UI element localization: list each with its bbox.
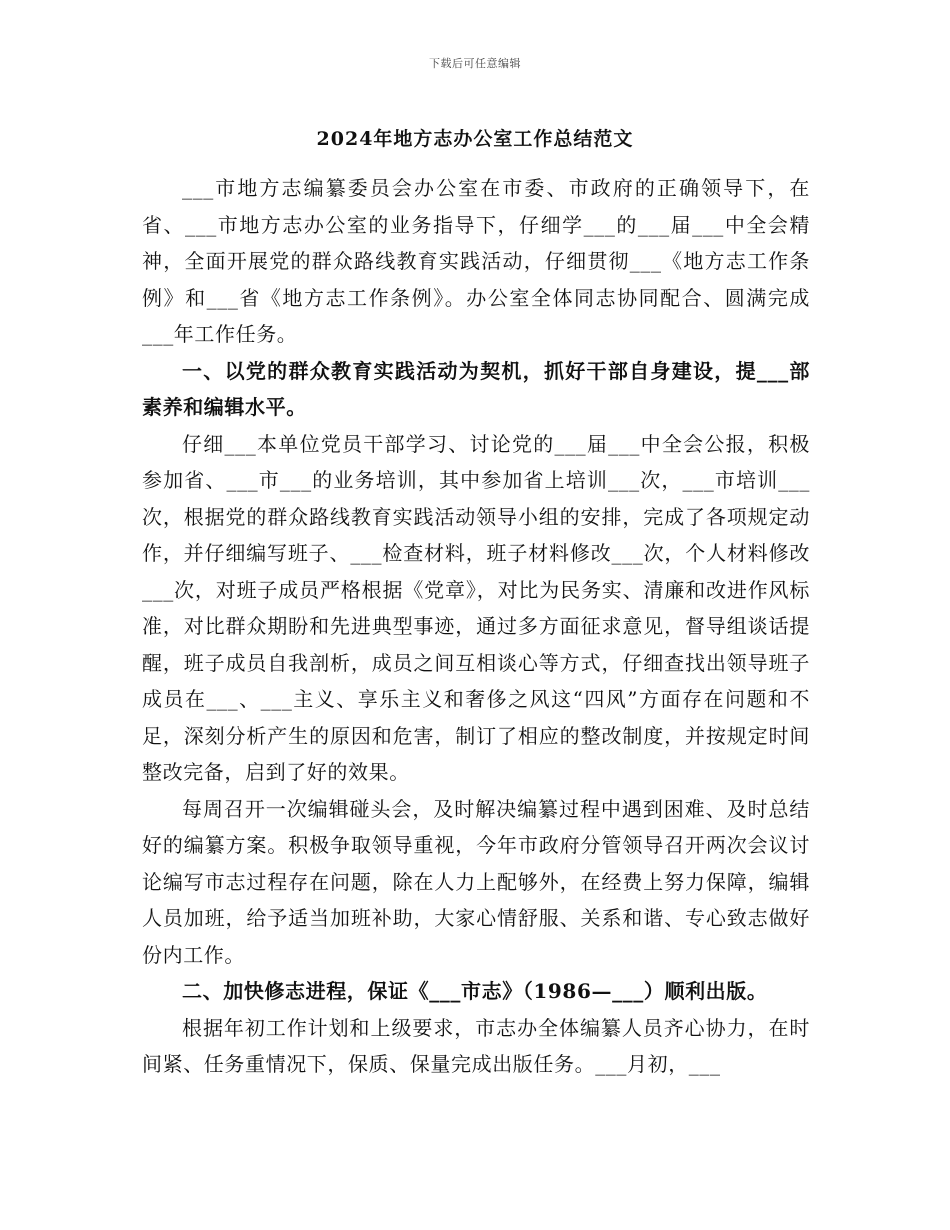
document-body — [142, 170, 810, 1083]
section-heading: 一、以党的群众教育实践活动为契机，抓好干部自身建设，提___部素养和编辑水平。 — [142, 358, 810, 419]
section-heading: 二、加快修志进程，保证《___市志》（1986—___）顺利出版。 — [182, 979, 768, 1003]
body-paragraph: 每周召开一次编辑碰头会，及时解决编纂过程中遇到困难、及时总结好的编纂方案。积极争取领导重视，今年市政府分管领导召开两次会议讨论编写市志过程存在问题，除在人力上配够外，在经费上努力保障，编辑人员加班，给予适当加班补助，大家心情舒服、关系和谐、专心致志做好份内工作。 — [142, 796, 810, 967]
document-title: 2024年地方志办公室工作总结范文 — [316, 128, 634, 150]
body-paragraph: 根据年初工作计划和上级要求，市志办全体编纂人员齐心协力，在时间紧、任务重情况下，保质、保量完成出版任务。___月初，___ — [142, 1015, 810, 1076]
body-paragraph: 仔细___本单位党员干部学习、讨论党的___届___中全会公报，积极参加省、___市___的业务培训，其中参加省上培训___次，___市培训___次，根据党的群众路线教育实践活动领导小组的安排，完成了各项规定动作，并仔细编写班子、___检查材料，班子材料修改___次，个人材料修改___次，对班子成员严格根据《党章》，对比为民务实、清廉和改进作风标准，对比群众期盼和先进典型事迹，通过多方面征求意见，督导组谈话提醒，班子成员自我剖析，成员之间互相谈心等方式，仔细查找出领导班子成员在___、___主义、享乐主义和奢侈之风这“四风”方面存在问题和不足，深刻分析产生的原因和危害，制订了相应的整改制度，并按规定时间整改完备，启到了好的效果。 — [142, 431, 810, 784]
header-note: 下载后可任意编辑 — [429, 57, 521, 70]
body-paragraph: ___市地方志编纂委员会办公室在市委、市政府的正确领导下，在省、___市地方志办公室的业务指导下，仔细学___的___届___中全会精神，全面开展党的群众路线教育实践活动，仔细贯彻___《地方志工作条例》和___省《地方志工作条例》。办公室全体同志协同配合、圆满完成___年工作任务。 — [142, 176, 810, 346]
